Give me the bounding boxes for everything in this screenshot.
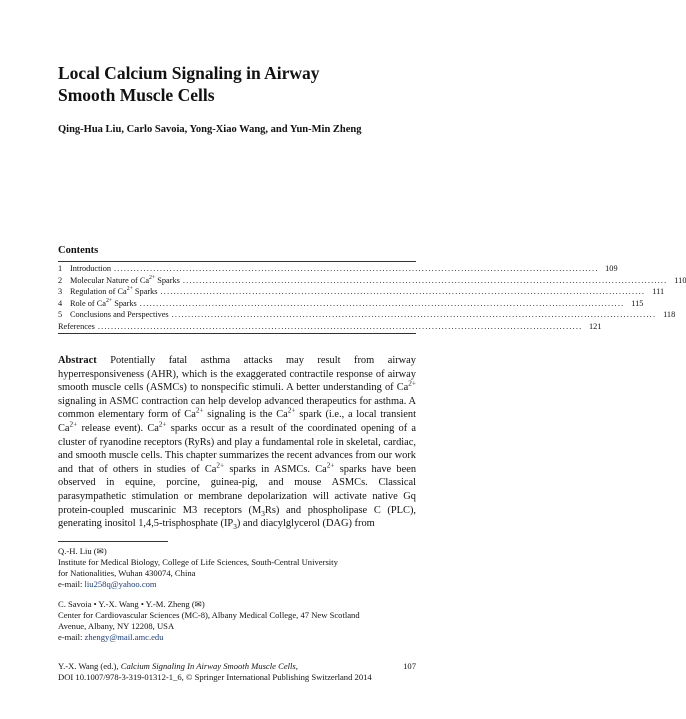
email-label: e-mail: (58, 632, 85, 642)
contents-top-rule (58, 261, 416, 262)
table-of-contents (58, 263, 686, 332)
chapter-title (58, 62, 438, 106)
abstract-label: Abstract (58, 355, 97, 366)
toc-entry-page: 115 (631, 298, 644, 308)
abstract-text: Potentially fatal asthma attacks may result from airway hyperresponsiveness (AHR), which is the exaggerated contractile response of airway smooth muscle cells (ASMCs) to nonspecific stimuli. A better understanding of $Ca^{2+}$ signaling in ASMC contraction can help develop advanced therapeutics for asthma. A common elementary form of $Ca^{2+}$ signaling is the $Ca^{2+}$ spark (i.e., a local transient $Ca^{2+}$ release event). $Ca^{2+}$ sparks occur as a result of the coordinated opening of a cluster of ryanodine receptors (RyRs) and play a fundamental role in skeletal, cardiac, and smooth muscle cells. This chapter summarizes the recent advances from our work and that of others in studies of $Ca^{2+}$ sparks in ASMCs. $Ca^{2+}$ sparks have been observed in equine, porcine, guinea-pig, and mouse ASMCs. Classical parasympathetic stimulation or membrane depolarization will activate native Gq protein-coupled muscarinic M3 receptors $(M_3Rs)$ and phospholipase C (PLC), generating inositol 1,4,5-trisphosphate $(IP_3)$ and diacylglycerol (DAG) from (58, 355, 417, 532)
toc-entry-number: 5 (58, 310, 63, 319)
toc-entry[interactable] (58, 286, 665, 298)
toc-leader-dots: .................................................................................................................................................... (160, 287, 646, 296)
footer-doi: DOI 10.1007/978-3-319-01312-1_6, © Springer International Publishing Switzerland 2014 (58, 672, 372, 682)
toc-entry-number: 2 (58, 275, 63, 285)
footer-editor: Y.-X. Wang (ed.), (58, 661, 121, 671)
footnote-liu-affiliation-1: Institute for Medical Biology, College of Life Sciences, South-Central University (58, 557, 338, 567)
toc-entry[interactable] (58, 309, 676, 321)
email-label: e-mail: (58, 579, 85, 589)
toc-entry-title: Molecular Nature of $Ca^{2+}$ Sparks (70, 274, 180, 285)
contents-heading: Contents (58, 245, 99, 256)
footnote-liu (58, 546, 418, 590)
toc-entry[interactable] (58, 321, 602, 333)
toc-entry-title: Introduction (70, 264, 112, 273)
toc-entry-title: Conclusions and Perspectives (70, 310, 169, 319)
toc-entry[interactable] (58, 274, 686, 287)
footer-editor-suffix: , (295, 661, 298, 671)
toc-entry-title: Role of $Ca^{2+}$ Sparks (70, 297, 137, 308)
author-list: Qing-Hua Liu, Carlo Savoia, Yong-Xiao Wang, and Yun-Min Zheng (58, 124, 362, 135)
contents-bottom-rule (58, 333, 416, 334)
footer-doi-row (58, 672, 416, 683)
chapter-title-line-2: Smooth Muscle Cells (58, 85, 215, 105)
footnote-others (58, 599, 418, 643)
zheng-email-link[interactable]: zhengy@mail.amc.edu (84, 632, 164, 642)
chapter-title-line-1: Local Calcium Signaling in Airway (58, 63, 320, 83)
toc-leader-dots: .................................................................................................................................................... (171, 310, 657, 319)
toc-entry-title: Regulation of $Ca^{2+}$ Sparks (70, 286, 158, 296)
toc-leader-dots: .................................................................................................................................................... (182, 275, 668, 285)
footer-citation-row (58, 661, 416, 672)
footnote-liu-affiliation-2: for Nationalities, Wuhan 430074, China (58, 568, 196, 578)
toc-entry-number: 1 (58, 264, 63, 273)
toc-entry-number: 4 (58, 298, 63, 308)
toc-entry[interactable] (58, 263, 618, 275)
toc-entry-page: 109 (605, 264, 618, 273)
footer-citation (58, 661, 298, 672)
abstract (58, 354, 416, 531)
footnote-others-names: C. Savoia • Y.-X. Wang • Y.-M. Zheng (✉) (58, 599, 205, 609)
footnote-others-email-line (58, 632, 418, 643)
liu-email-link[interactable]: liu258q@yahoo.com (84, 579, 157, 589)
abstract-paragraph (58, 354, 416, 531)
footnote-liu-name: Q.-H. Liu (✉) (58, 546, 107, 556)
toc-entry-number: 3 (58, 287, 63, 296)
footnote-liu-email-line (58, 579, 418, 590)
toc-entry-page: 110 (674, 275, 686, 285)
toc-entry[interactable] (58, 297, 644, 310)
footer-book-title: Calcium Signaling In Airway Smooth Muscle Cells (120, 661, 296, 671)
toc-entry-title: References (58, 321, 95, 331)
toc-leader-dots: .................................................................................................................................................... (139, 298, 625, 308)
toc-entry-page: 111 (652, 287, 665, 296)
footnote-rule (58, 541, 168, 542)
page-number: 107 (403, 661, 416, 671)
footnote-others-affiliation-1: Center for Cardiovascular Sciences (MC-8), Albany Medical College, 47 New Scotland (58, 610, 360, 620)
footnote-others-affiliation-2: Avenue, Albany, NY 12208, USA (58, 621, 175, 631)
toc-leader-dots: .................................................................................................................................................... (97, 321, 583, 331)
toc-entry-page: 121 (589, 321, 602, 331)
page-footer (58, 661, 416, 683)
toc-entry-page: 118 (663, 310, 676, 319)
toc-leader-dots: .................................................................................................................................................... (114, 264, 599, 273)
